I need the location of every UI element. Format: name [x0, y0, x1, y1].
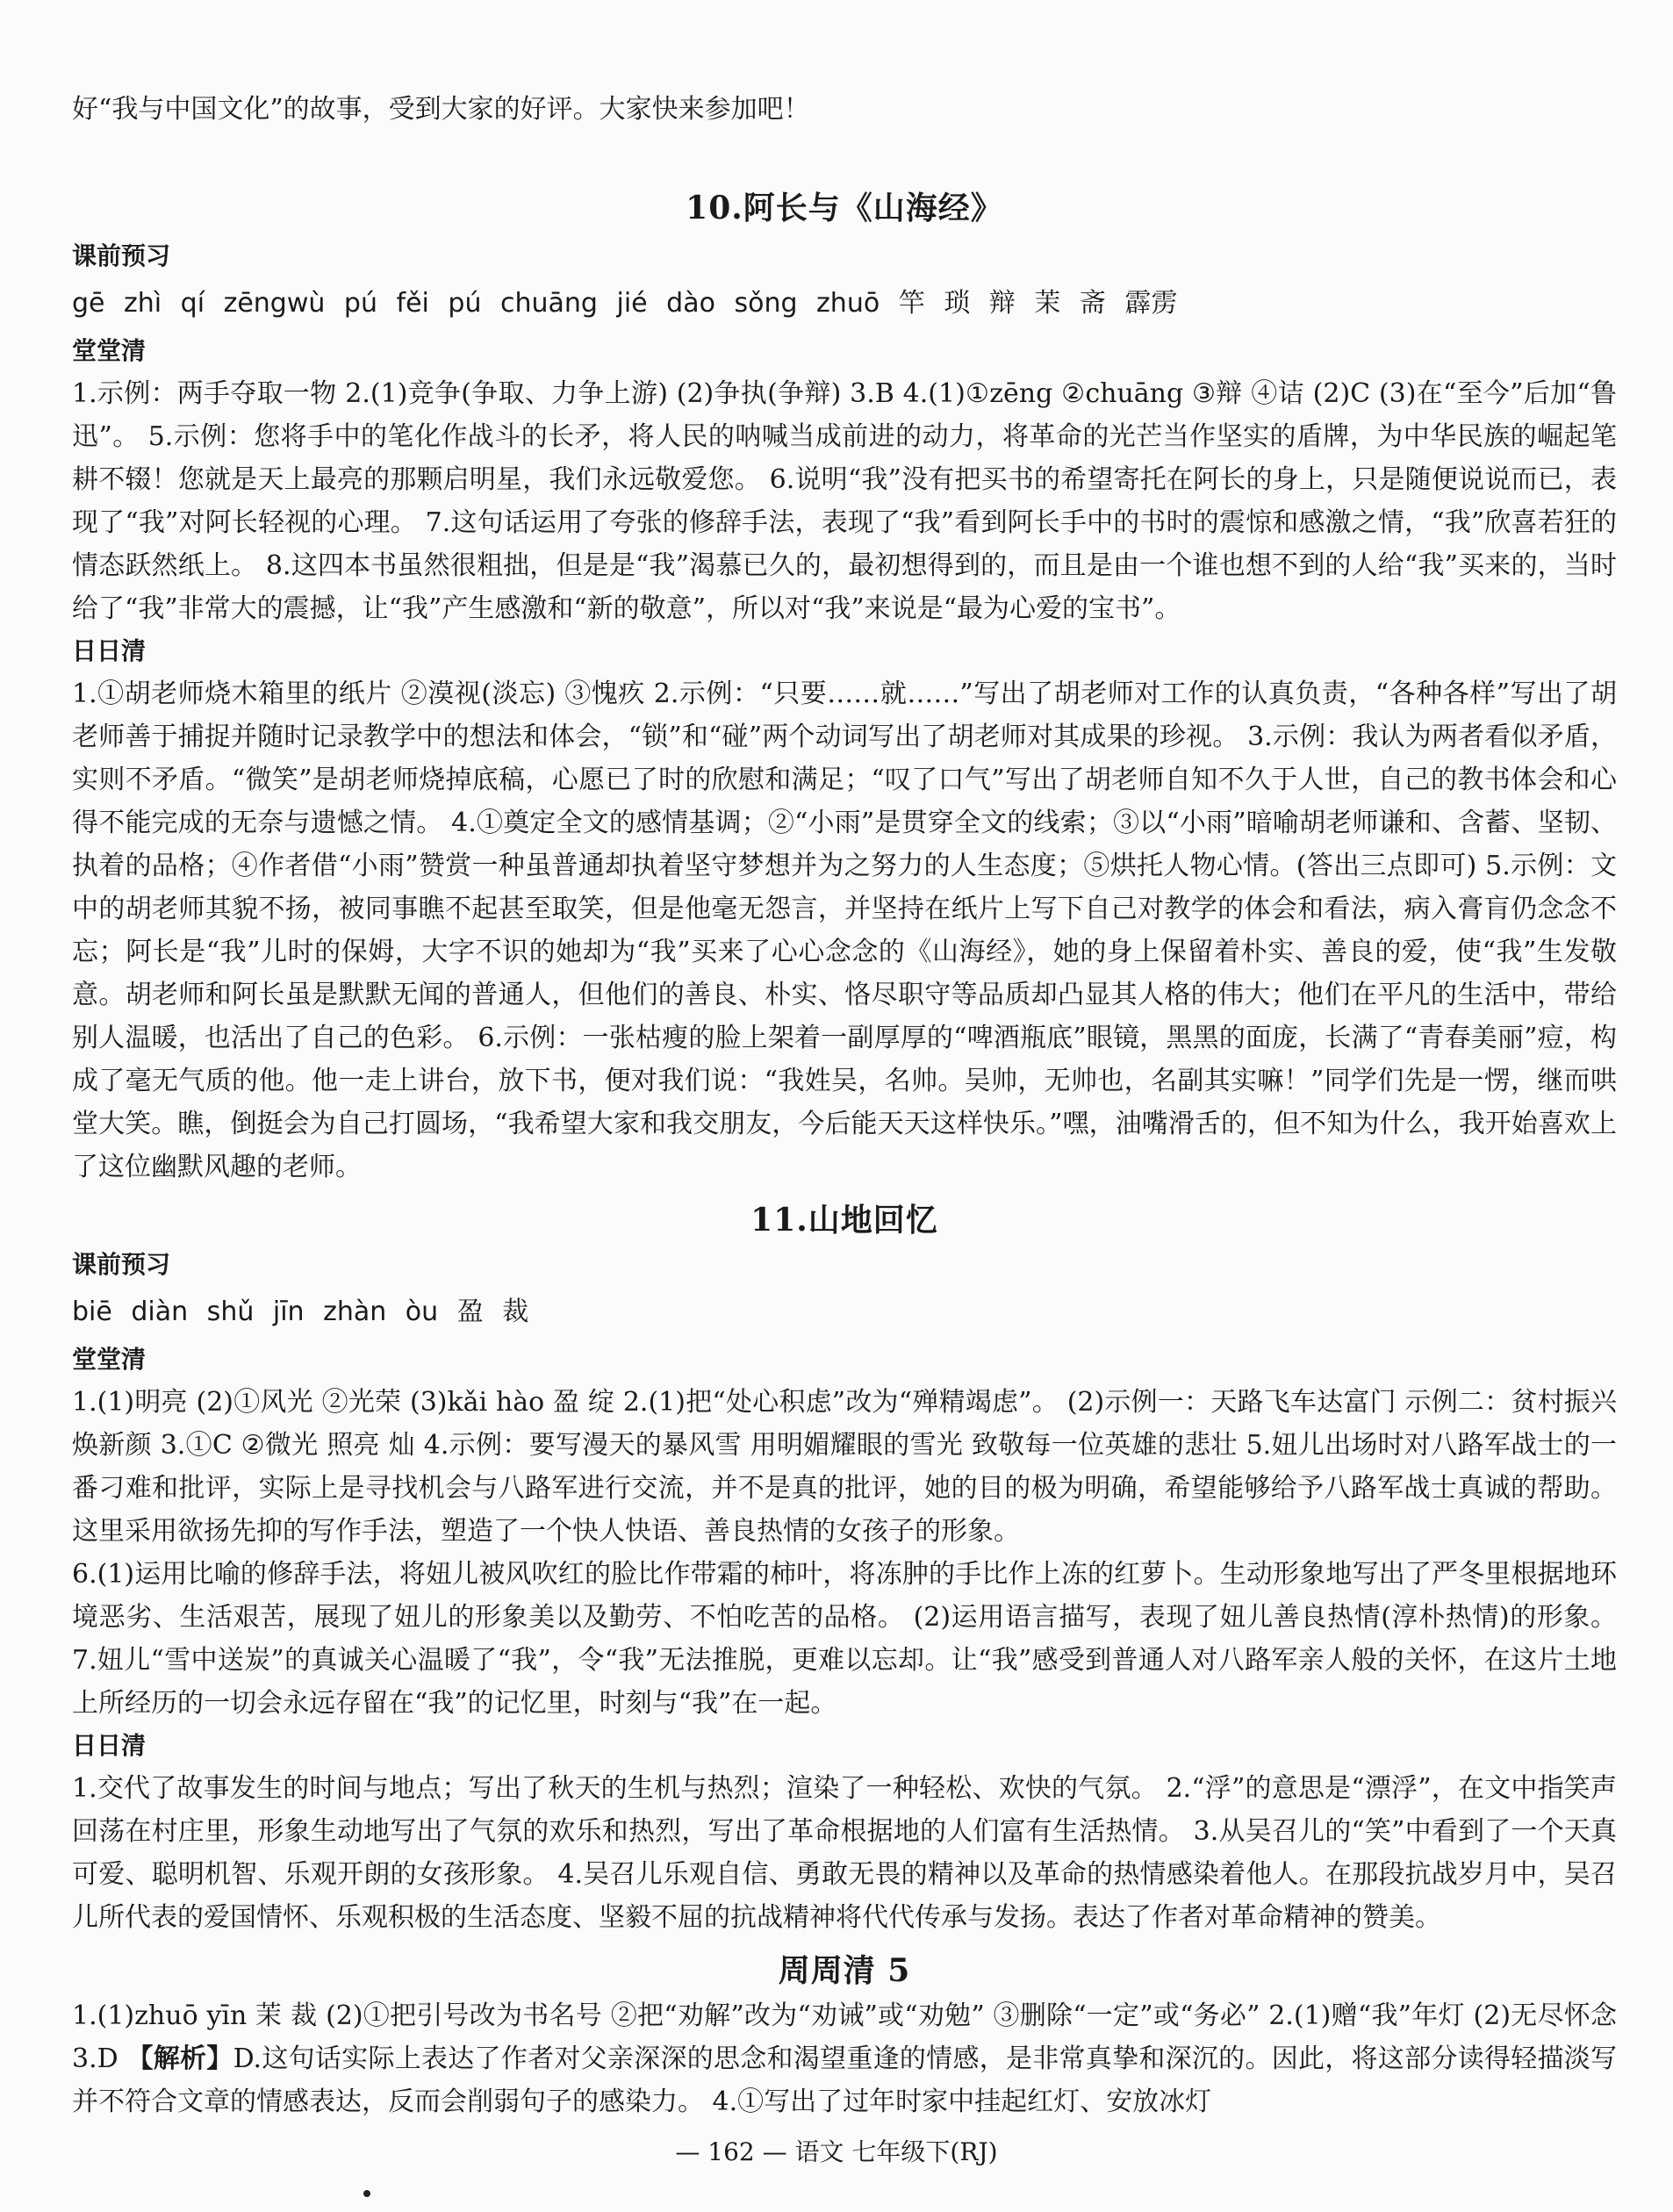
intro-line: 好“我与中国文化”的故事，受到大家的好评。大家快来参加吧！ [72, 94, 810, 125]
section-11-tangtang-label: 堂堂清 [72, 1345, 147, 1374]
section-11-riri-label: 日日清 [72, 1731, 147, 1760]
section-10-preview-label: 课前预习 [72, 241, 171, 270]
section-11-tangtang-text-2: 6.(1)运用比喻的修辞手法，将妞儿被风吹红的脸比作带霜的柿叶，将冻肿的手比作上冻的红萝卜。生动形象地写出了严冬里根据地环境恶劣、生活艰苦，展现了妞儿的形象美以及勤劳、不怕吃苦的品格。 (2)运用语言描写，表现了妞儿善良热情(淳朴热情)的形象。 7.妞儿“雪中送炭”的真诚关心温暖了“我”，令“我”无法推脱，更难以忘却。让“我”感受到普通人对八路军亲人般的关怀，在这片土地上所经历的一切会永远存留在“我”的记忆里，时刻与“我”在一起。 [72, 1559, 1617, 1719]
section-11-title: 11.山地回忆 [750, 1202, 938, 1239]
answer-page [72, 88, 1617, 2123]
section-10-riri-text: 1.①胡老师烧木箱里的纸片 ②漠视(淡忘) ③愧疚 2.示例：“只要……就……”写出了胡老师对工作的认真负责，“各种各样”写出了胡老师善于捕捉并随时记录教学中的想法和体会，“锁”和“碰”两个动词写出了胡老师对其成果的珍视。 3.示例：我认为两者看似矛盾，实则不矛盾。“微笑”是胡老师烧掉底稿，心愿已了时的欣慰和满足；“叹了口气”写出了胡老师自知不久于人世，自己的教书体会和心得不能完成的无奈与遗憾之情。 4.①奠定全文的感情基调；②“小雨”是贯穿全文的线索；③以“小雨”暗喻胡老师谦和、含蓄、坚韧、执着的品格；④作者借“小雨”赞赏一种虽普通却执着坚守梦想并为之努力的人生态度；⑤烘托人物心情。(答出三点即可) 5.示例：文中的胡老师其貌不扬，被同事瞧不起甚至取笑，但是他毫无怨言，并坚持在纸片上写下自己对教学的体会和看法，病入膏肓仍念念不忘；阿长是“我”儿时的保姆，大字不识的她却为“我”买来了心心念念的《山海经》，她的身上保留着朴实、善良的爱，使“我”生发敬意。胡老师和阿长虽是默默无闻的普通人，但他们的善良、朴实、恪尽职守等品质却凸显其人格的伟大；他们在平凡的生活中，带给别人温暖，也活出了自己的色彩。 6.示例：一张枯瘦的脸上架着一副厚厚的“啤酒瓶底”眼镜，黑黑的面庞，长满了“青春美丽”痘，构成了毫无气质的他。他一走上讲台，放下书，便对我们说：“我姓吴，名帅。吴帅，无帅也，名副其实嘛！”同学们先是一愣，继而哄堂大笑。瞧，倒挺会为自己打圆场，“我希望大家和我交朋友，今后能天天这样快乐。”嘿，油嘴滑舌的，但不知为什么，我开始喜欢上了这位幽默风趣的老师。 [72, 679, 1617, 1182]
page-footer: — 162 — 语文 七年级下(RJ) [675, 2137, 998, 2166]
section-11-riri-text: 1.交代了故事发生的时间与地点；写出了秋天的生机与热烈；渲染了一种轻松、欢快的气氛。 2.“浮”的意思是“漂浮”，在文中指笑声回荡在村庄里，形象生动地写出了气氛的欢乐和热烈，写出了革命根据地的人们富有生活热情。 3.从吴召儿的“笑”中看到了一个天真可爱、聪明机智、乐观开朗的女孩形象。 4.吴召儿乐观自信、勇敢无畏的精神以及革命的热情感染着他人。在那段抗战岁月中，吴召儿所代表的爱国情怀、乐观积极的生活态度、坚毅不屈的抗战精神将代代传承与发扬。表达了作者对革命精神的赞美。 [72, 1773, 1617, 1933]
section-10-tangtang-text: 1.示例：两手夺取一物 2.(1)竞争(争取、力争上游) (2)争执(争辩) 3.B 4.(1)①zēng ②chuāng ③辩 ④诘 (2)C (3)在“至今”后加“鲁迅”。 5.示例：您将手中的笔化作战斗的长矛，将人民的呐喊当成前进的动力，将革命的光芒当作坚实的盾牌，为中华民族的崛起笔耕不辍！您就是天上最亮的那颗启明星，我们永远敬爱您。 6.说明“我”没有把买书的希望寄托在阿长的身上，只是随便说说而已，表现了“我”对阿长轻视的心理。 7.这句话运用了夸张的修辞手法，表现了“我”看到阿长手中的书时的震惊和感激之情，“我”欣喜若狂的情态跃然纸上。 8.这四本书虽然很粗拙，但是是“我”渴慕已久的，最初想得到的，而且是由一个谁也想不到的人给“我”买来的，当时给了“我”非常大的震撼，让“我”产生感激和“新的敬意”，所以对“我”来说是“最为心爱的宝书”。 [72, 378, 1617, 624]
weekly-5-title: 周周清 5 [778, 1952, 911, 1989]
section-11-preview-text: biē diàn shǔ jīn zhàn òu 盈 裁 [72, 1296, 529, 1327]
weekly-5-text-b: D.这句话实际上表达了作者对父亲深深的思念和渴望重逢的情感，是非常真挚和深沉的。因此，将这部分读得轻描淡写并不符合文章的情感表达，反而会削弱句子的感染力。 4.①写出了过年时家中挂起红灯、安放冰灯 [72, 2043, 1617, 2117]
section-10-tangtang-label: 堂堂清 [72, 336, 147, 365]
section-10-riri-label: 日日清 [72, 636, 147, 665]
section-11-preview-label: 课前预习 [72, 1250, 171, 1279]
weekly-5-text [72, 1994, 1617, 2123]
section-10-preview-text: gē zhì qí zēngwù pú fěi pú chuāng jié dào sǒng zhuō 竿 琐 辩 茉 斋 霹雳 [72, 288, 1178, 319]
analysis-tag: 【解析】 [126, 2043, 233, 2074]
weekly-5-text-a: 1.(1)zhuō yīn 茉 裁 (2)①把引号改为书名号 ②把“劝解”改为“劝诫”或“劝勉” ③删除“一定”或“务必” 2.(1)赠“我”年灯 (2)无尽怀念 3.D [72, 2000, 1617, 2074]
section-11-tangtang-text: 1.(1)明亮 (2)①风光 ②光荣 (3)kǎi hào 盈 绽 2.(1)把“处心积虑”改为“殚精竭虑”。 (2)示例一：天路飞车达富门 示例二：贫村振兴焕新颜 3.①C ②微光 照亮 灿 4.示例：要写漫天的暴风雪 用明媚耀眼的雪光 致敬每一位英雄的悲壮 5.妞儿出场时对八路军战士的一番刁难和批评，实际上是寻找机会与八路军进行交流，并不是真的批评，她的目的极为明确，希望能够给予八路军战士真诚的帮助。这里采用欲扬先抑的写作手法，塑造了一个快人快语、善良热情的女孩子的形象。 [72, 1387, 1617, 1547]
section-10-title: 10.阿长与《山海经》 [686, 190, 1003, 226]
print-dot [363, 2190, 370, 2197]
